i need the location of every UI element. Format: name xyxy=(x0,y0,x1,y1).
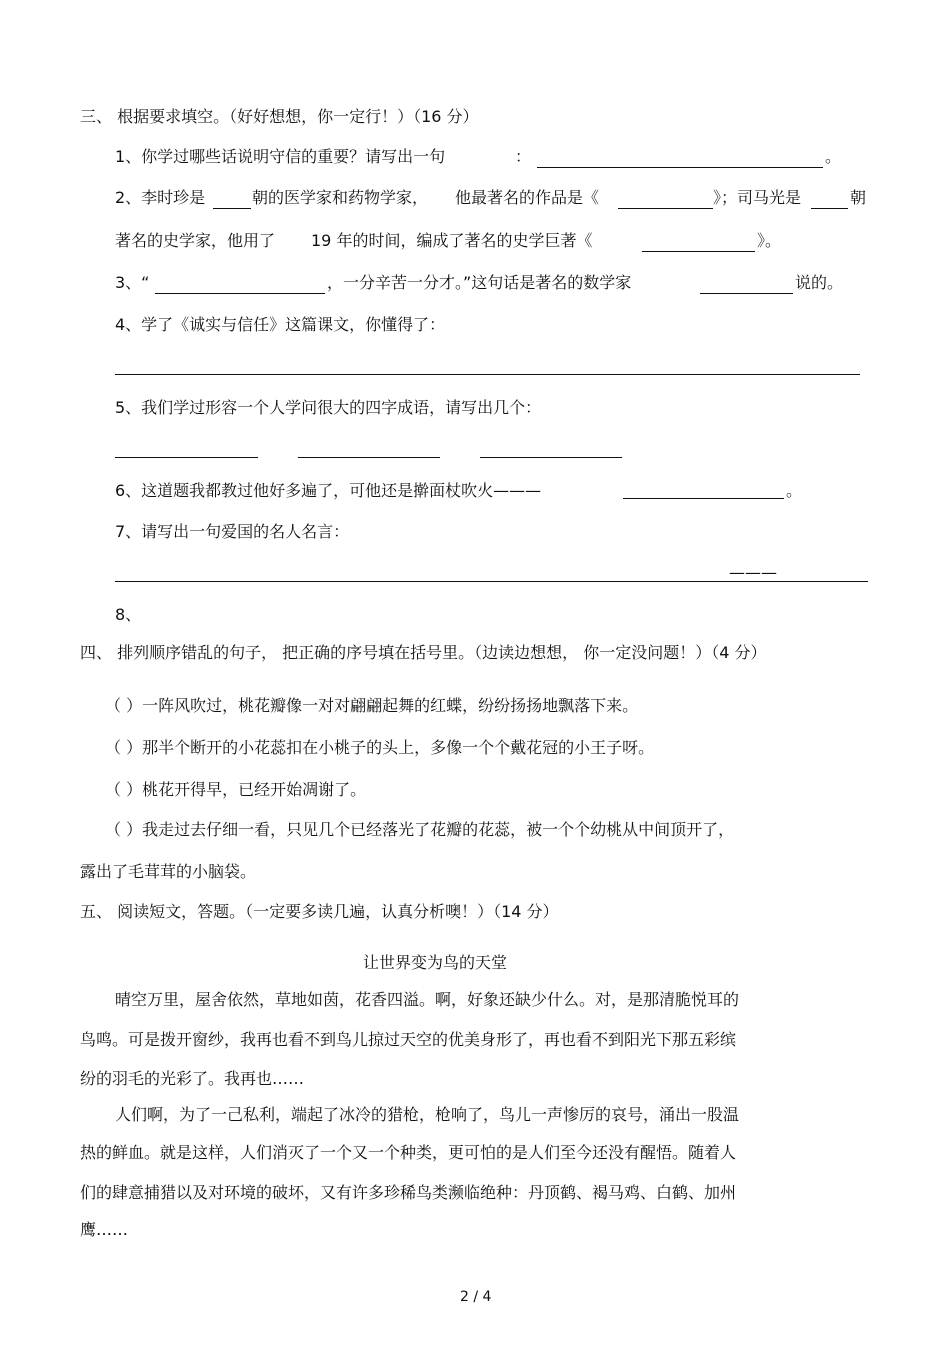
passage-line-3: 纷的羽毛的光彩了。我再也…… xyxy=(80,1069,305,1088)
q2-line2-c: 》。 xyxy=(757,231,782,250)
q3-blank-mathematician[interactable] xyxy=(700,293,793,294)
q5-blank-1[interactable] xyxy=(115,457,258,458)
q2-part3: 他最著名的作品是《 xyxy=(455,188,600,207)
section4-item-4: （ ）我走过去仔细一看，只见几个已经落光了花瓣的花蕊，被一个个幼桃从中间顶开了， xyxy=(105,820,735,839)
q3-end: 说的。 xyxy=(795,273,844,292)
q2-line2-b: 19 年的时间，编成了著名的史学巨著《 xyxy=(311,231,593,250)
passage-line-4: 人们啊，为了一己私利，端起了冰冷的猎枪，枪响了，鸟儿一声惨厉的哀号，涌出一股温 xyxy=(115,1105,740,1124)
q2-blank-dynasty-1[interactable] xyxy=(213,208,251,209)
q2-line2-a: 著名的史学家，他用了 xyxy=(115,231,276,250)
passage-line-5: 热的鲜血。就是这样，人们消灭了一个又一个种类，更可怕的是人们至今还没有醒悟。随着人 xyxy=(80,1143,737,1162)
q1-end: 。 xyxy=(825,147,842,166)
passage-line-1: 晴空万里，屋舍依然，草地如茵，花香四溢。啊，好象还缺少什么。对，是那清脆悦耳的 xyxy=(115,990,740,1009)
q8-text: 8、 xyxy=(115,605,142,624)
section5-heading: 五、 阅读短文，答题。（一定要多读几遍，认真分析噢！）（14 分） xyxy=(80,902,559,921)
q2-part5: 朝 xyxy=(850,188,867,207)
q5-blank-3[interactable] xyxy=(480,457,622,458)
section4-item-1: （ ）一阵风吹过，桃花瓣像一对对翩翩起舞的红蝶，纷纷扬扬地飘落下来。 xyxy=(105,696,639,715)
q2-part2: 朝的医学家和药物学家， xyxy=(252,188,429,207)
q1-answer-blank[interactable] xyxy=(537,167,823,168)
page-number: 2 / 4 xyxy=(460,1289,492,1305)
section4-heading: 四、 排列顺序错乱的句子， 把正确的序号填在括号里。（边读边想想， 你一定没问题！）（4 分） xyxy=(80,643,767,662)
q2-blank-book[interactable] xyxy=(642,251,755,252)
q6-text: 6、这道题我都教过他好多遍了，可他还是擀面杖吹火——— xyxy=(115,481,542,500)
section3-heading: 三、 根据要求填空。（好好想想，你一定行！）（16 分） xyxy=(80,107,479,126)
passage-line-2: 鸟鸣。可是拨开窗纱，我再也看不到鸟儿掠过天空的优美身形了，再也看不到阳光下那五彩缤 xyxy=(80,1030,737,1049)
q7-dash: ——— xyxy=(729,563,777,582)
section4-item-2: （ ）那半个断开的小花蕊扣在小桃子的头上，多像一个个戴花冠的小王子呀。 xyxy=(105,738,655,757)
q4-answer-line[interactable] xyxy=(115,374,860,375)
passage-title: 让世界变为鸟的天堂 xyxy=(363,953,508,972)
q5-blank-2[interactable] xyxy=(298,457,440,458)
q3-mid: ，一分辛苦一分才。”这句话是著名的数学家 xyxy=(327,273,632,292)
q7-text: 7、请写出一句爱国的名人名言： xyxy=(115,522,350,541)
q6-blank[interactable] xyxy=(623,498,784,499)
q2-part1: 2、李时珍是 xyxy=(115,188,206,207)
q5-text: 5、我们学过形容一个人学问很大的四字成语，请写出几个： xyxy=(115,398,542,417)
passage-line-6: 们的肆意捕猎以及对环境的破坏，又有许多珍稀鸟类濒临绝种：丹顶鹤、褐马鸡、白鹤、加州 xyxy=(80,1183,737,1202)
q4-text: 4、学了《诚实与信任》这篇课文，你懂得了： xyxy=(115,315,446,334)
q1-text: 1、你学过哪些话说明守信的重要？请写出一句 xyxy=(115,147,446,166)
q2-blank-work[interactable] xyxy=(618,208,713,209)
q2-part4: 》；司马光是 xyxy=(713,188,802,207)
q2-blank-dynasty-2[interactable] xyxy=(811,208,848,209)
q3-open: 3、“ xyxy=(115,273,150,292)
section4-item-3: （ ）桃花开得早，已经开始凋谢了。 xyxy=(105,780,367,799)
q6-end: 。 xyxy=(786,481,803,500)
q1-colon: ： xyxy=(515,147,532,166)
q3-blank-quote[interactable] xyxy=(155,293,325,294)
section4-item-4-cont: 露出了毛茸茸的小脑袋。 xyxy=(80,862,257,881)
passage-line-7: 鹰…… xyxy=(80,1220,129,1239)
